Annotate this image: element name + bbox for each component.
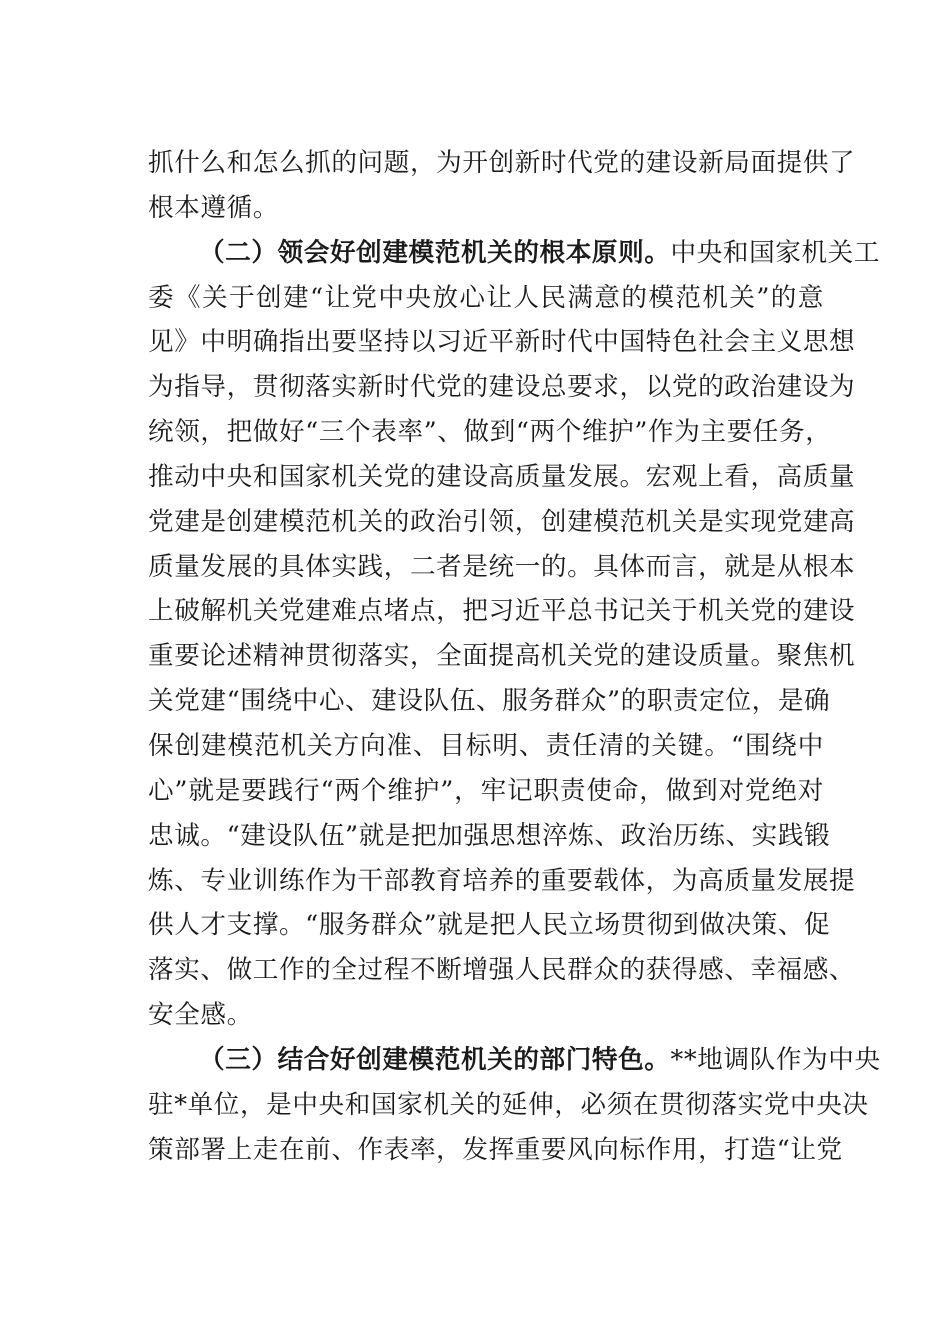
section-heading-line bbox=[148, 231, 881, 276]
text-line: 炼、专业训练作为干部教育培养的重要载体，为高质量发展提 bbox=[148, 865, 856, 896]
section-heading-line bbox=[148, 1038, 881, 1083]
section-heading: （二）领会好创建模范机关的根本原则。 bbox=[199, 237, 671, 268]
section-heading: （三）结合好创建模范机关的部门特色。 bbox=[199, 1044, 671, 1075]
text-line: 重要论述精神贯彻落实，全面提高机关党的建设质量。聚焦机 bbox=[148, 641, 856, 672]
text-line: 委《关于创建“让党中央放心让人民满意的模范机关”的意 bbox=[148, 282, 824, 313]
text-line: 上破解机关党建难点堵点，把习近平总书记关于机关党的建设 bbox=[148, 596, 856, 627]
text-line: 驻*单位，是中央和国家机关的延伸，必须在贯彻落实党中央决 bbox=[148, 1089, 869, 1120]
text-line: 策部署上走在前、作表率，发挥重要风向标作用，打造“让党 bbox=[148, 1134, 843, 1165]
text-line: 党建是创建模范机关的政治引领，创建模范机关是实现党建高 bbox=[148, 506, 856, 537]
text-line: 根本遵循。 bbox=[148, 192, 279, 223]
text-line: 推动中央和国家机关党的建设高质量发展。宏观上看，高质量 bbox=[148, 461, 856, 492]
text-line: 见》中明确指出要坚持以习近平新时代中国特色社会主义思想 bbox=[148, 327, 856, 358]
text-line: 保创建模范机关方向准、目标明、责任清的关键。“围绕中 bbox=[148, 730, 824, 761]
text-segment: **地调队作为中央 bbox=[670, 1044, 881, 1075]
text-line: 心”就是要践行“两个维护”，牢记职责使命，做到对党绝对 bbox=[148, 775, 824, 806]
body-text bbox=[148, 141, 881, 1172]
text-line: 落实、做工作的全过程不断增强人民群众的获得感、幸福感、 bbox=[148, 955, 856, 986]
text-line: 为指导，贯彻落实新时代党的建设总要求，以党的政治建设为 bbox=[148, 372, 856, 403]
text-line: 统领，把做好“三个表率”、做到“两个维护”作为主要任务， bbox=[148, 417, 832, 448]
text-line: 关党建“围绕中心、建设队伍、服务群众”的职责定位，是确 bbox=[148, 686, 831, 717]
text-segment: 中央和国家机关工 bbox=[670, 237, 881, 268]
text-line: 供人才支撑。“服务群众”就是把人民立场贯彻到做决策、促 bbox=[148, 910, 831, 941]
text-line: 抓什么和怎么抓的问题，为开创新时代党的建设新局面提供了 bbox=[148, 148, 856, 178]
text-line: 质量发展的具体实践，二者是统一的。具体而言，就是从根本 bbox=[148, 551, 856, 582]
text-line: 忠诚。“建设队伍”就是把加强思想淬炼、政治历练、实践锻 bbox=[148, 820, 831, 851]
text-line: 安全感。 bbox=[148, 1000, 253, 1031]
